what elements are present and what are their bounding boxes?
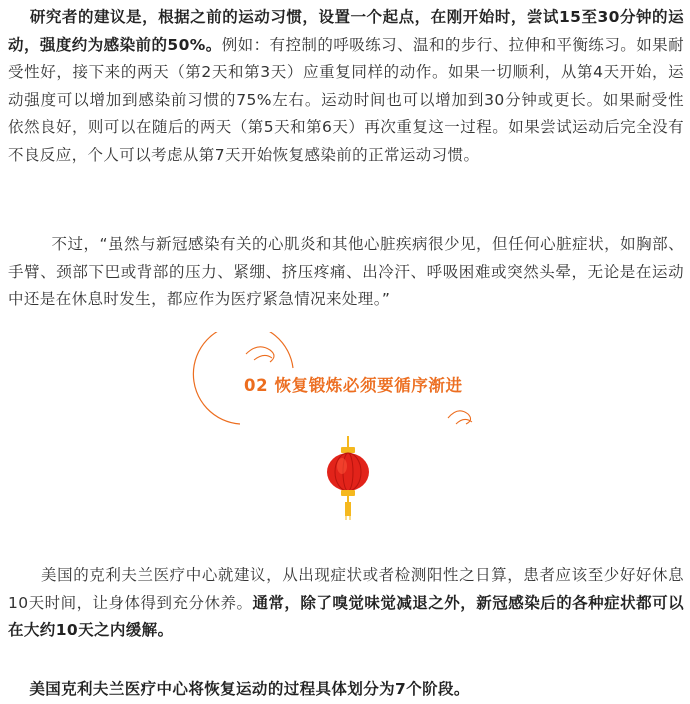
indent (8, 235, 51, 253)
bold-seven-stages-text: 美国克利夫兰医疗中心将恢复运动的过程具体划分为7个阶段。 (29, 680, 470, 698)
indent (8, 680, 29, 698)
paragraph-cardiac-warning (8, 231, 684, 314)
bold-advice-text: 研究者的建议是，根据之前的运动习惯，设置一个起点，在刚开始时，尝试15至30分钟的运动，强度约为感染前的50%。 (8, 8, 684, 54)
indent (8, 8, 30, 26)
rest-recommendation-text: 美国的克利夫兰医疗中心就建议，从出现症状或者检测阳性之日算，患者应该至少好好休息10天时间，让身体得到充分休养。 (8, 566, 684, 612)
paragraph-exercise-advice (8, 4, 684, 169)
indent (8, 566, 41, 584)
red-lantern-icon (324, 436, 372, 520)
paragraph-rest-recommendation (8, 562, 684, 645)
section-heading: 02 恢复锻炼必须要循序渐进 (244, 376, 463, 395)
advice-detail-text: 例如：有控制的呼吸练习、温和的步行、拉伸和平衡练习。如果耐受性好，接下来的两天（第2天和第3天）应重复同样的动作。如果一切顺利，从第4天开始，运动强度可以增加到感染前习惯的75%左右。运动时间也可以增加到30分钟或更长。如果耐受性依然良好，则可以在随后的两天（第5天和第6天）再次重复这一过程。如果尝试运动后完全没有不良反应，个人可以考虑从第7天开始恢复感染前的正常运动习惯。 (8, 35, 685, 164)
bold-symptom-text: 通常，除了嗅觉味觉减退之外，新冠感染后的各种症状都可以在大约10天之内缓解。 (8, 593, 684, 639)
cardiac-warning-text: 不过，“虽然与新冠感染有关的心肌炎和其他心脏疾病很少见，但任何心脏症状，如胸部、手臂、颈部下巴或背部的压力、紧绷、挤压疼痛、出冷汗、呼吸困难或突然头晕，无论是在运动中还是在休息时发生，都应作为医疗紧急情况来处理。” (8, 235, 684, 308)
paragraph-seven-stages (8, 676, 684, 704)
